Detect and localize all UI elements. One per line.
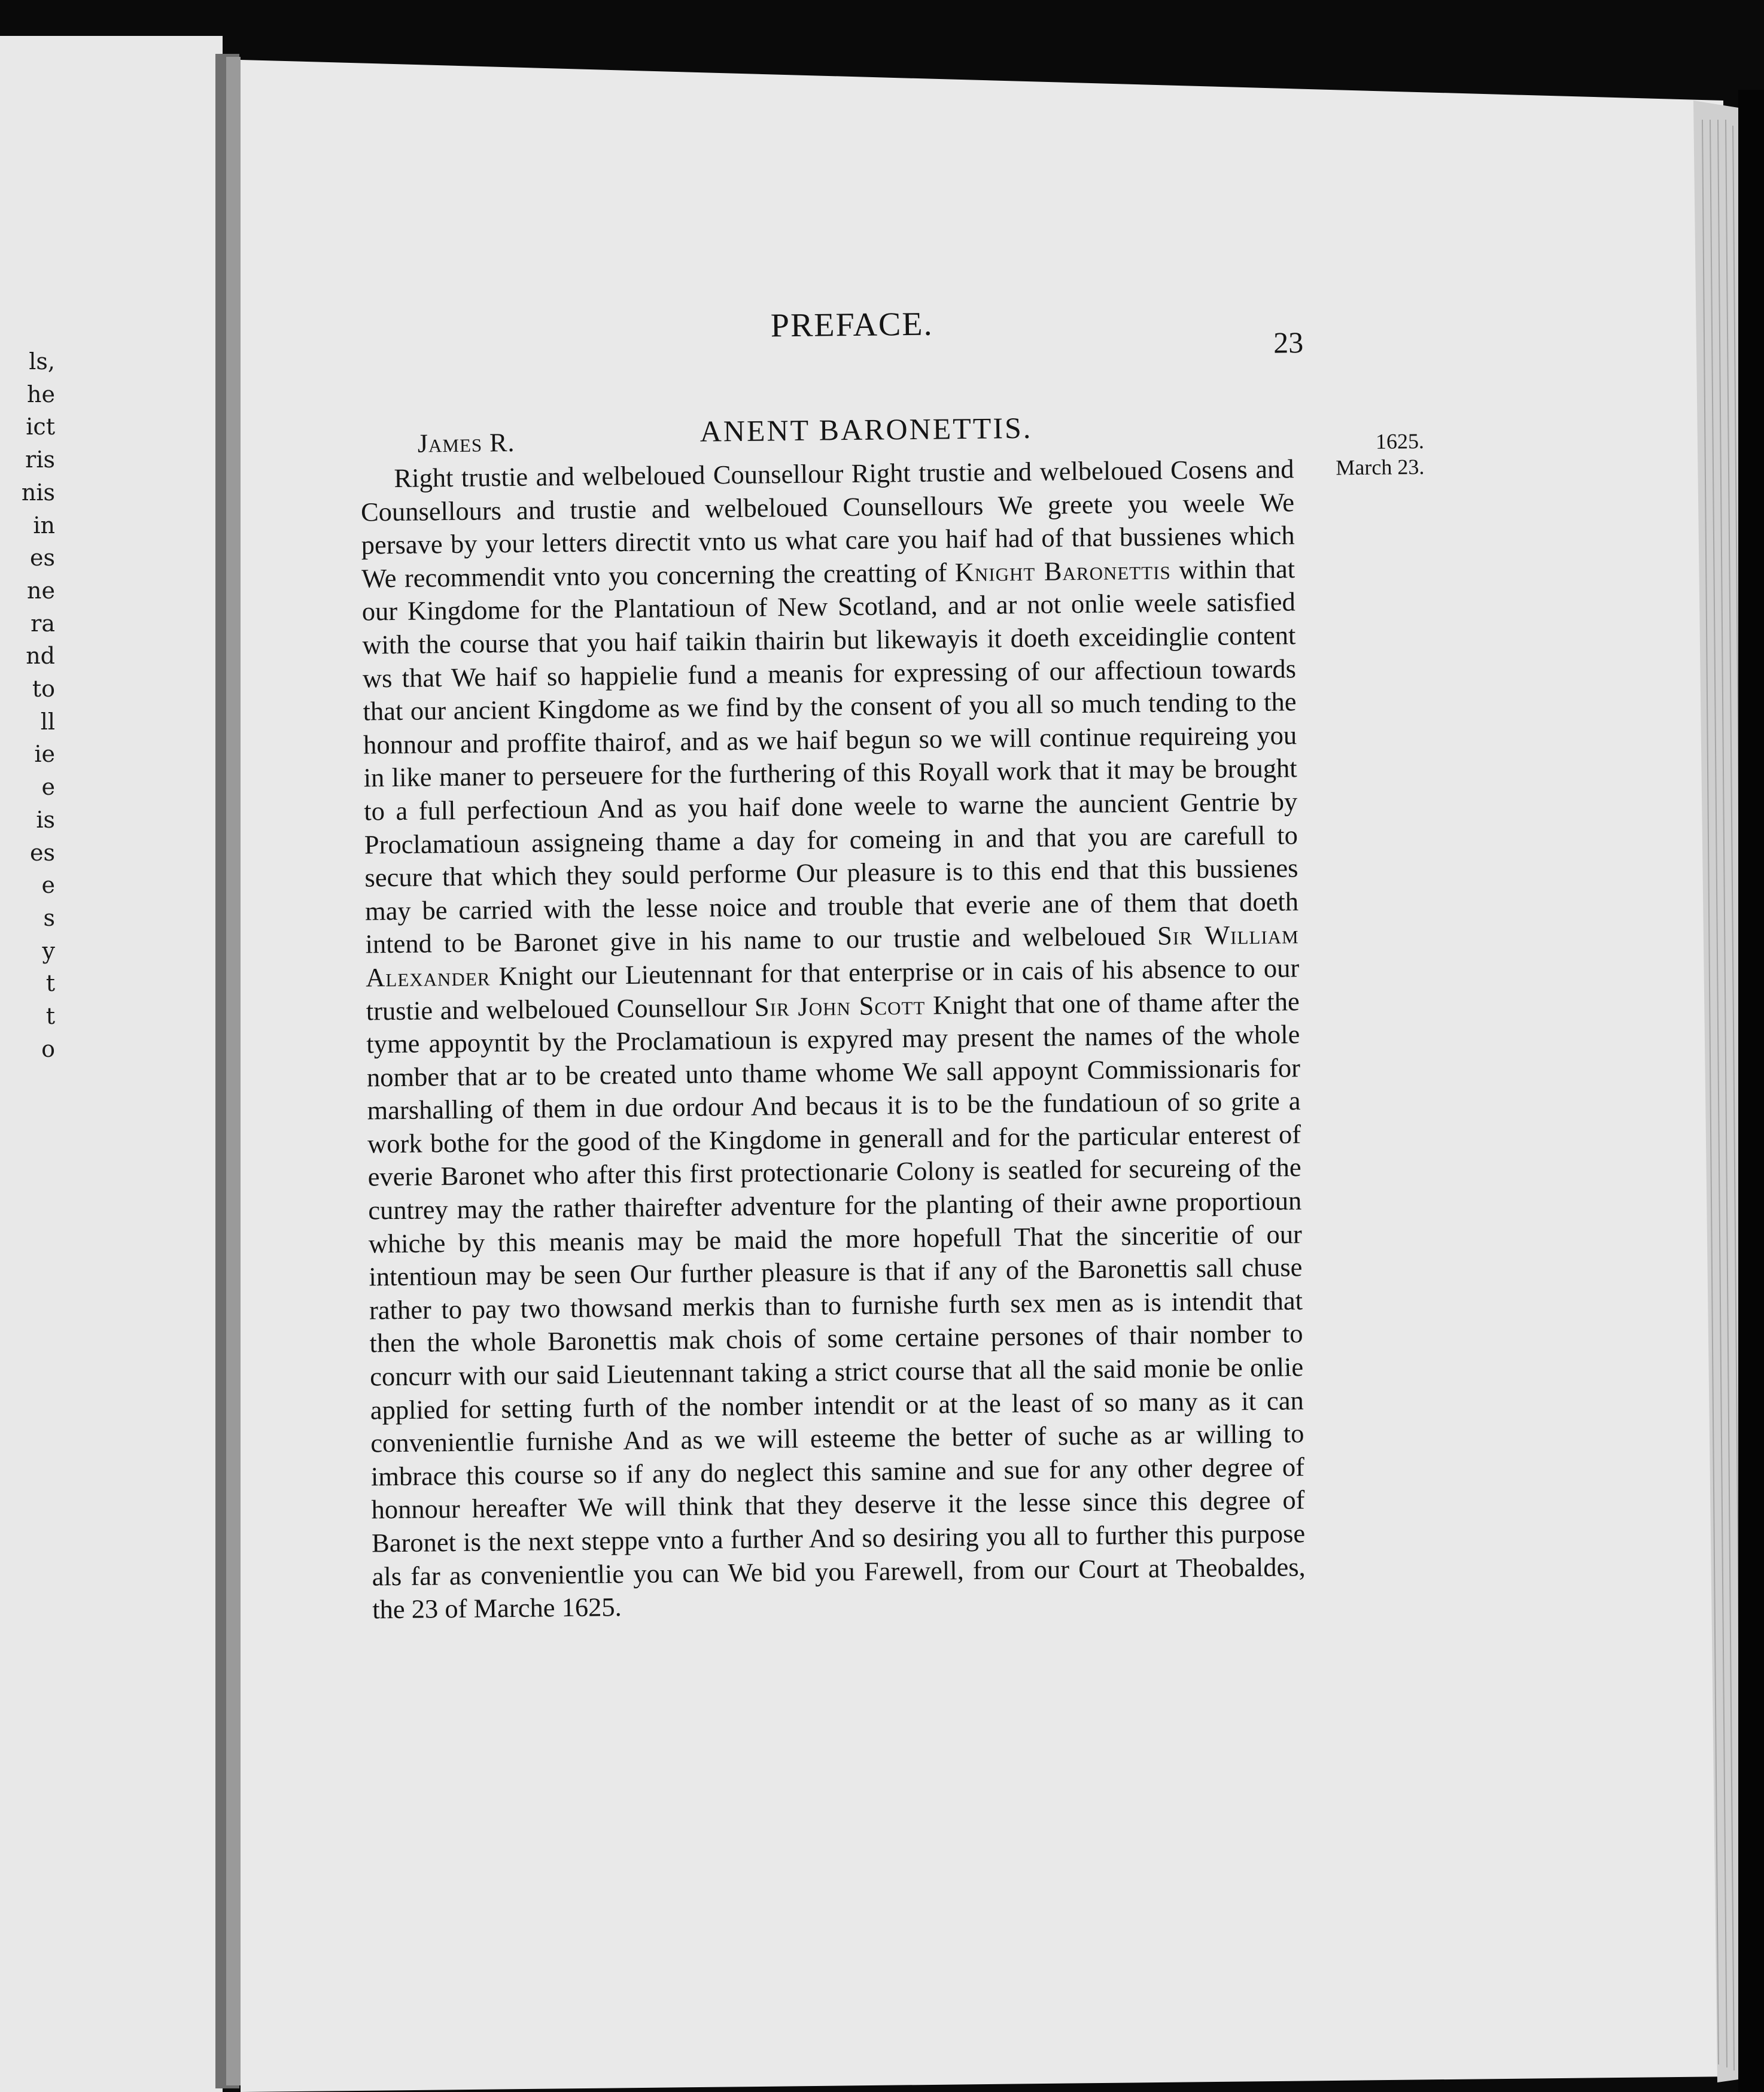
salutation: James R. [417,427,515,458]
left-page-fragment: he [27,381,55,408]
left-page-fragment: ll [40,708,55,735]
left-page-fragment: ra [31,610,55,637]
margin-date: March 23. [1336,455,1425,480]
left-page [0,36,223,2092]
left-page-fragment: e [41,872,55,899]
page-number: 23 [1273,326,1304,360]
body-text-3: Knight our Lieutennant for that enterprise or in cais of his absence to our trustie and welbeloued Counsellour [366,953,1300,1026]
body-smallcaps-sir-john-scott: Sir John Scott [754,990,926,1022]
document-title: ANENT BARONETTIS. [699,411,1033,448]
body-text-4: Knight that one of thame after the tyme appoyntit by the Proclamatioun is expyred may present the names of the whole nomber that ar to be created unto thame whome We sall appoynt Commissionaris for marshalling of them in due ordour And becaus it is to be the fundatioun of so grite a work bothe for the good of the Kingdome in generall and for the particular enterest of everie Baronet who after this first protectionarie Colony is seatled for secureing of the cuntrey may the rather thairefter adventure for the planting of their awne proportioun whiche by this meanis may be maid the more hopefull That the sinceritie of our intentioun may be seen Our further pleasure is that if any of the Baronettis sall chuse rather to pay two thowsand merkis than to furnishe furth sex men as is intendit that then the whole Baronettis mak chois of some certaine persones of thair nomber to concurr with our said Lieutennant taking a strict course that all the said monie be onlie applied for setting furth of the nomber intendit or at the least of so many as it can convenientlie furnishe And as we will esteeme the better of suche as ar willing to imbrace this course so if any do neglect this samine and sue for any other degree of honnour hereafter We will think that they deserve it the lesse since this degree of Baronet is the next steppe vnto a further And so desiring you all to further this purpose als far as convenientlie you can We bid you Farewell, from our Court at Theobaldes, the 23 of Marche 1625. [366,986,1306,1625]
body-smallcaps-knight-baronettis: Knight Baronettis [954,555,1171,587]
left-page-fragment: es [30,545,55,571]
letter-paragraph [360,452,1306,1626]
body-smallcaps-sir-william-alexander: Sir William Alexander [365,919,1299,993]
left-page-fragment: s [43,904,55,931]
body-text-2: within that our Kingdome for the Plantatioun of New Scotland, and ar not onlie weele satisfied with the course that you haif taikin thairin but likewayis it doeth exceidinglie content ws that We haif so happielie fund a meanis for expressing of our affectioun towards that our ancient Kingdome as we find by the consent of you all so much tending to the honnour and proffite thairof, and as we haif begun so we will continue requireing you in like maner to perseuere for the furthering of this Royall work that it may be brought to a full perfectioun And as you haif done weele to warne the auncient Gentrie by Proclamatioun assigneing thame a day for comeing in and that you are carefull to secure that which they sould performe Our pleasure is to this end that this bussienes may be carried with the lesse noice and trouble that everie ane of them that doeth intend to be Baronet give in his name to our trustie and welbeloued [361,554,1299,959]
body-text-1: Right trustie and welbeloued Counsellour Right trustie and welbeloued Cosens and Counsellours and trustie and welbeloued Counsellours We greete you weele We persave by your letters directit vnto us what care you haif had of that bussienes which We recommendit vnto you concerning the creatting of [360,454,1295,594]
left-page-fragment: o [41,1035,55,1062]
left-page-fragment: ie [34,741,55,768]
left-page-fragment: ne [27,577,55,604]
left-page-fragment: nd [26,643,55,670]
left-page-fragment: is [36,806,55,833]
letter-body [360,452,1306,1626]
left-page-fragment: y [42,937,55,964]
left-page-fragment: nis [21,479,55,506]
left-page-fragment: to [32,676,55,702]
margin-year: 1625. [1375,428,1425,454]
running-header-title: PREFACE. [770,305,933,345]
left-page-fragment: ict [26,413,55,440]
left-page-fragment: ris [25,446,55,473]
left-page-fragment: es [30,839,55,866]
left-page-fragment: in [33,512,55,539]
left-page-fragment: ls, [29,348,55,375]
left-page-fragment: e [41,774,55,801]
left-page-fragment: t [45,1003,55,1029]
margin-date-note [1322,428,1425,481]
left-page-fragment: t [45,970,55,997]
